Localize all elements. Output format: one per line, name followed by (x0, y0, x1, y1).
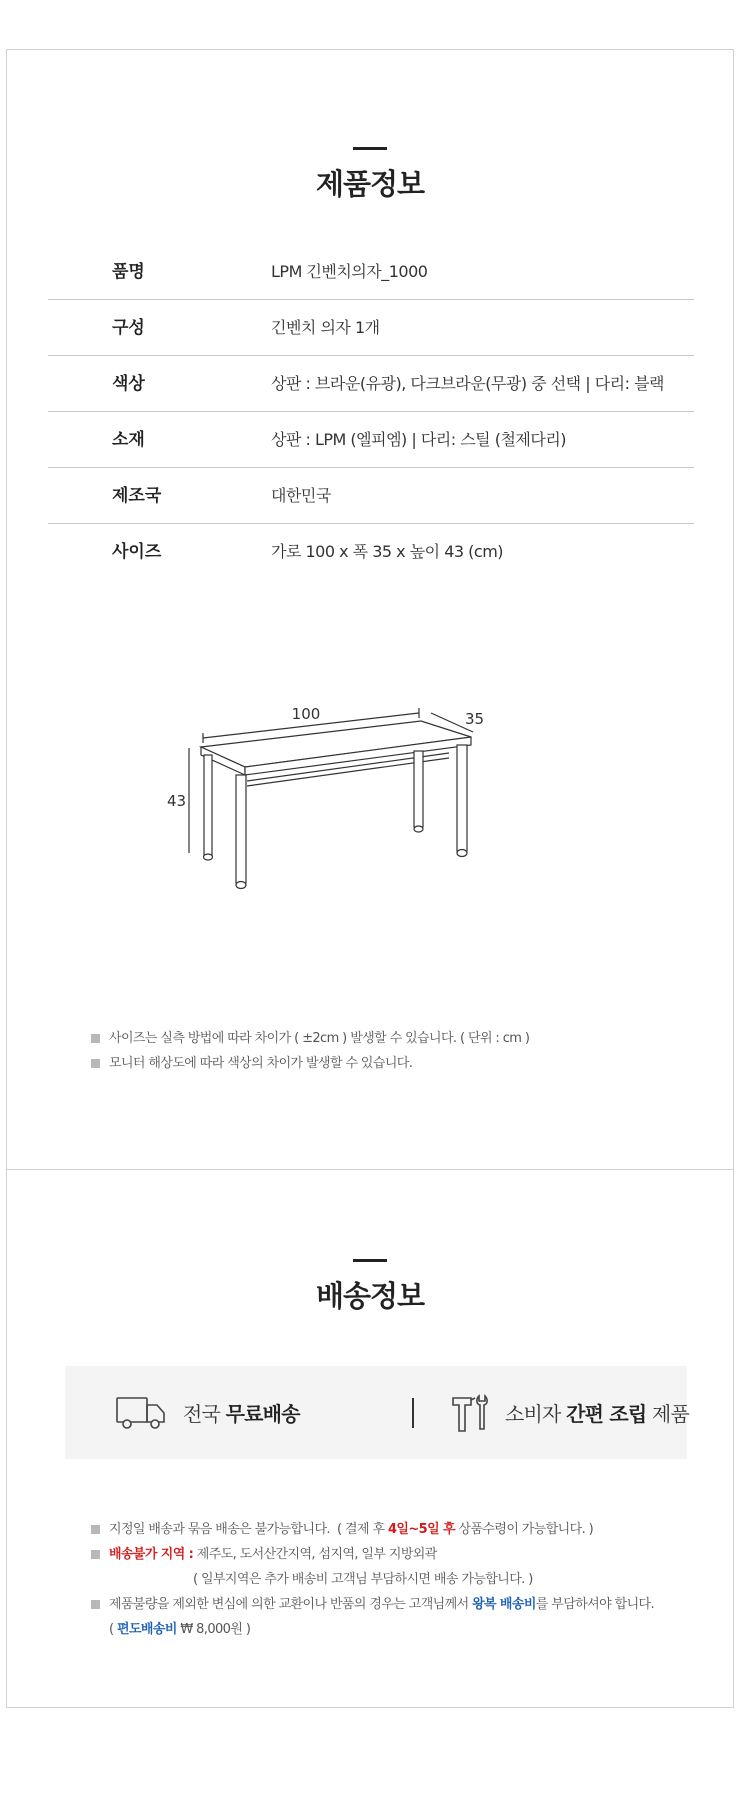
spec-value: 가로 100 x 폭 35 x 높이 43 (cm) (271, 542, 504, 561)
note-text: 지정일 배송과 묶음 배송은 불가능합니다. ( 결제 후 (109, 1522, 388, 1537)
note-subtext: ( 일부지역은 추가 배송비 고객님 부담하시면 배송 가능합니다. ) (193, 1572, 533, 1587)
spec-value: 긴벤치 의자 1개 (271, 318, 380, 337)
truck-icon (115, 1395, 167, 1431)
spec-value: 대한민국 (271, 486, 331, 505)
spec-value: 상판 : 브라운(유광), 다크브라운(무광) 중 선택 | 다리: 블랙 (271, 374, 664, 393)
spec-label: 제조국 (112, 486, 162, 506)
note-text: 를 부담하셔야 합니다. (535, 1597, 655, 1612)
note-item (91, 1026, 529, 1051)
tools-icon (449, 1393, 493, 1433)
bullet-square-icon (91, 1034, 100, 1043)
note-text: 상품수령이 가능합니다. ) (454, 1522, 594, 1537)
delivery-info-section (6, 1169, 734, 1708)
product-info-section (6, 49, 734, 1170)
depth-label: 35 (465, 710, 485, 728)
spec-label: 구성 (112, 318, 145, 338)
product-info-title: 제품정보 (315, 167, 425, 201)
delivery-notes (91, 1517, 654, 1642)
assembly-prefix: 소비자 (505, 1402, 567, 1426)
spec-row-composition (48, 300, 694, 356)
bullet-square-icon (91, 1550, 100, 1559)
note-text: 사이즈는 실측 방법에 따라 차이가 ( ±2cm ) 발생할 수 있습니다. ( 단위 : cm ) (109, 1031, 530, 1046)
spec-label: 사이즈 (112, 542, 162, 562)
spec-table (48, 244, 694, 580)
bullet-square-icon (91, 1600, 100, 1609)
bench-leg (236, 775, 246, 883)
note-text: ( (109, 1622, 118, 1637)
note-item (91, 1517, 654, 1542)
spec-row-name (48, 244, 694, 300)
note-highlight-red: 4일~5일 후 (387, 1522, 455, 1537)
easy-assembly-feature (449, 1366, 689, 1459)
width-label: 100 (291, 705, 321, 723)
title-accent-bar (353, 1259, 387, 1262)
spec-label: 품명 (112, 262, 145, 282)
spec-value: 상판 : LPM (엘피엠) | 다리: 스틸 (철제다리) (271, 430, 567, 449)
bullet-square-icon (91, 1525, 100, 1534)
spec-label: 소재 (112, 430, 145, 450)
free-shipping-bold: 무료배송 (225, 1402, 300, 1426)
spec-label: 색상 (112, 374, 145, 394)
assembly-suffix: 제품 (646, 1402, 689, 1426)
delivery-feature-box (65, 1366, 687, 1459)
free-shipping-feature (115, 1366, 300, 1459)
spec-row-size (48, 524, 694, 580)
note-highlight-blue: 왕복 배송비 (472, 1597, 536, 1612)
spec-row-country (48, 468, 694, 524)
note-highlight-red: 배송불가 지역 : (109, 1547, 194, 1562)
note-text: ₩ 8,000원 ) (176, 1622, 251, 1637)
spec-value: LPM 긴벤치의자_1000 (271, 262, 428, 281)
note-item (91, 1542, 654, 1592)
note-item (91, 1051, 529, 1076)
spec-row-material (48, 412, 694, 468)
feature-divider (412, 1398, 414, 1428)
bench-leg (457, 745, 467, 851)
spec-row-color (48, 356, 694, 412)
note-text: 모니터 해상도에 따라 색상의 차이가 발생할 수 있습니다. (109, 1056, 413, 1071)
note-text: 제품불량을 제외한 변심에 의한 교환이나 반품의 경우는 고객님께서 (109, 1597, 473, 1612)
free-shipping-prefix: 전국 (183, 1402, 226, 1426)
assembly-bold: 간편 조립 (566, 1402, 647, 1426)
note-text: 제주도, 도서산간지역, 섬지역, 일부 지방외곽 (193, 1547, 437, 1562)
height-label: 43 (167, 792, 187, 810)
product-notes (91, 1026, 529, 1076)
delivery-info-title: 배송정보 (315, 1279, 425, 1313)
note-highlight-blue: 편도배송비 (117, 1622, 177, 1637)
bullet-square-icon (91, 1059, 100, 1068)
title-accent-bar (353, 147, 387, 150)
bench-leg (204, 755, 212, 855)
note-item (91, 1592, 654, 1642)
bench-dimension-diagram (167, 695, 561, 945)
bench-leg (414, 751, 423, 827)
